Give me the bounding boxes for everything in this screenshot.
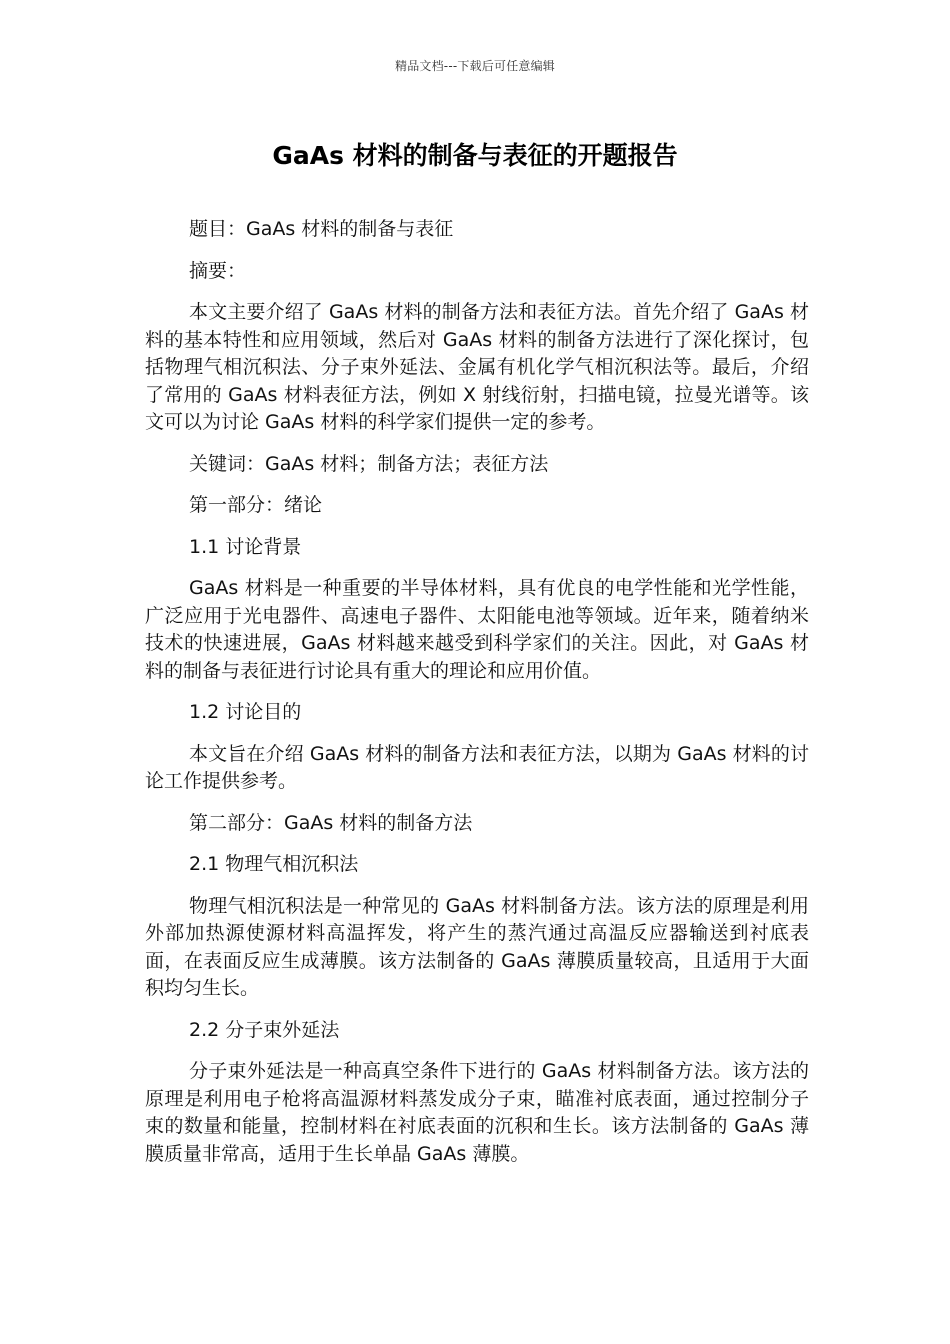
- header-note: 精品文档---下载后可任意编辑: [395, 59, 555, 73]
- section-1-1-paragraph: GaAs 材料是一种重要的半导体材料，具有优良的电学性能和光学性能，广泛应用于光电器件、高速电子器件、太阳能电池等领域。近年来，随着纳米技术的快速进展，GaAs 材料越来越受到科学家们的关注。因此，对 GaAs 材料的制备与表征进行讨论具有重大的理论和应用价值。: [145, 577, 809, 682]
- part2-heading: 第二部分：GaAs 材料的制备方法: [189, 811, 473, 834]
- keywords-line: 关键词：GaAs 材料；制备方法；表征方法: [189, 452, 549, 475]
- document-body: [145, 216, 809, 1182]
- section-1-2-paragraph: 本文旨在介绍 GaAs 材料的制备方法和表征方法，以期为 GaAs 材料的讨论工作提供参考。: [145, 742, 809, 792]
- part1-heading: 第一部分：绪论: [189, 494, 323, 516]
- section-2-2-paragraph: 分子束外延法是一种高真空条件下进行的 GaAs 材料制备方法。该方法的原理是利用电子枪将高温源材料蒸发成分子束，瞄准衬底表面，通过控制分子束的数量和能量，控制材料在衬底表面的沉积和生长。该方法制备的 GaAs 薄膜质量非常高，适用于生长单晶 GaAs 薄膜。: [145, 1060, 809, 1165]
- section-2-1-heading: 2.1 物理气相沉积法: [189, 853, 359, 875]
- section-1-1-heading: 1.1 讨论背景: [189, 535, 302, 558]
- topic-line: 题目：GaAs 材料的制备与表征: [189, 218, 454, 240]
- section-2-2-heading: 2.2 分子束外延法: [189, 1018, 340, 1041]
- section-2-1-paragraph: 物理气相沉积法是一种常见的 GaAs 材料制备方法。该方法的原理是利用外部加热源使源材料高温挥发，将产生的蒸汽通过高温反应器输送到衬底表面，在表面反应生成薄膜。该方法制备的 GaAs 薄膜质量较高，且适用于大面积均匀生长。: [145, 894, 809, 999]
- abstract-paragraph: 本文主要介绍了 GaAs 材料的制备方法和表征方法。首先介绍了 GaAs 材料的基本特性和应用领域，然后对 GaAs 材料的制备方法进行了深化探讨，包括物理气相沉积法、分子束外延法、金属有机化学气相沉积法等。最后，介绍了常用的 GaAs 材料表征方法，例如 X 射线衍射，扫描电镜，拉曼光谱等。该文可以为讨论 GaAs 材料的科学家们提供一定的参考。: [145, 301, 809, 433]
- abstract-label: 摘要：: [189, 259, 247, 282]
- document-title: GaAs 材料的制备与表征的开题报告: [272, 141, 678, 170]
- section-1-2-heading: 1.2 讨论目的: [189, 701, 302, 723]
